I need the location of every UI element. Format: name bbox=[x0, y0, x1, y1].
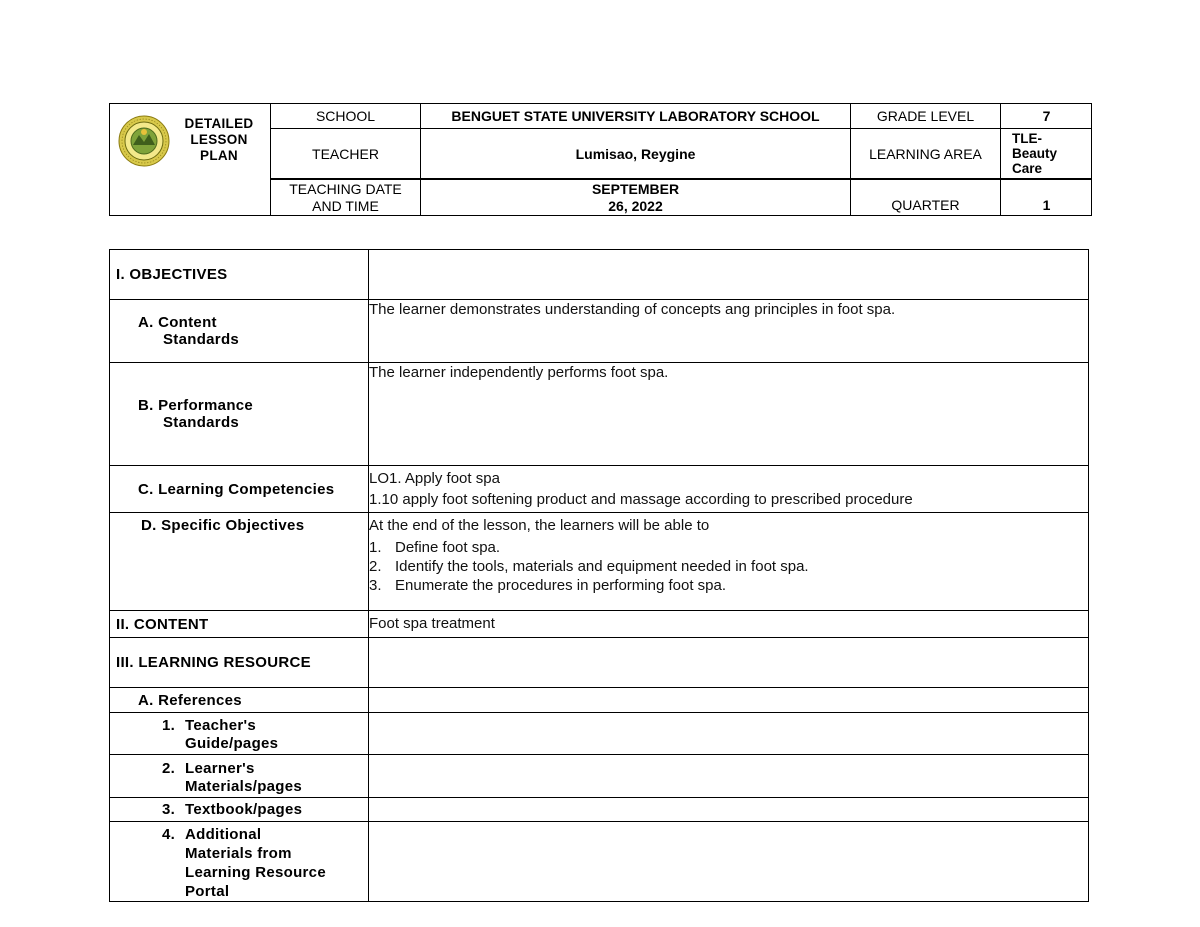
label-line: B. Performance bbox=[138, 397, 254, 414]
school-label: SCHOOL bbox=[315, 108, 376, 124]
reference-row bbox=[110, 755, 1089, 798]
teaching-date-value-line: 26, 2022 bbox=[608, 197, 663, 214]
list-item bbox=[369, 538, 1088, 557]
reference-number: 4. bbox=[162, 826, 176, 843]
references-label bbox=[110, 688, 369, 713]
reference-label bbox=[110, 755, 369, 798]
grade-level-label: GRADE LEVEL bbox=[876, 108, 975, 124]
title-line: PLAN bbox=[200, 148, 238, 163]
reference-number: 1. bbox=[162, 717, 176, 734]
competency-line: LO1. Apply foot spa bbox=[369, 470, 500, 487]
list-item bbox=[369, 576, 1088, 595]
learning-area-line: Beauty bbox=[1012, 146, 1058, 161]
competency-line: 1.10 apply foot softening product and massage according to prescribed procedure bbox=[369, 491, 913, 508]
objectives-label: I. OBJECTIVES bbox=[110, 250, 369, 300]
reference-row bbox=[110, 798, 1089, 822]
school-value: BENGUET STATE UNIVERSITY LABORATORY SCHOOL bbox=[451, 108, 820, 124]
quarter-value: 1 bbox=[1042, 197, 1051, 213]
learning-area-line: TLE- bbox=[1012, 131, 1042, 146]
teaching-date-label-line: AND TIME bbox=[312, 197, 379, 214]
header-block bbox=[109, 103, 1092, 216]
reference-number: 3. bbox=[162, 800, 176, 818]
label-line: Standards bbox=[163, 331, 240, 348]
content-label: II. CONTENT bbox=[110, 611, 369, 638]
specific-objectives-row bbox=[110, 513, 1089, 611]
reference-value bbox=[369, 713, 1089, 755]
list-item bbox=[369, 557, 1088, 576]
label-line: C. Learning Competencies bbox=[138, 480, 335, 498]
label-line: Teacher's bbox=[185, 717, 257, 734]
list-number: 1. bbox=[369, 539, 382, 556]
teaching-date-label bbox=[271, 180, 420, 215]
learning-resource-value bbox=[369, 638, 1089, 688]
performance-standards-row bbox=[110, 363, 1089, 466]
list-number: 2. bbox=[369, 558, 382, 575]
lesson-plan-table bbox=[109, 249, 1089, 902]
list-text: Enumerate the procedures in performing foot spa. bbox=[395, 577, 727, 594]
reference-value bbox=[369, 798, 1089, 822]
content-standards-row bbox=[110, 300, 1089, 363]
learning-area-line: Care bbox=[1012, 161, 1043, 176]
reference-label bbox=[110, 798, 369, 822]
reference-value bbox=[369, 755, 1089, 798]
label-line: D. Specific Objectives bbox=[141, 517, 305, 534]
content-standards-value: The learner demonstrates understanding of concepts ang principles in foot spa. bbox=[369, 300, 1089, 363]
title-line: DETAILED bbox=[184, 116, 254, 131]
label-line: Standards bbox=[163, 414, 240, 431]
performance-standards-label bbox=[110, 363, 369, 466]
reference-number: 2. bbox=[162, 760, 176, 777]
grade-level-value: 7 bbox=[1042, 108, 1051, 124]
school-seal-logo bbox=[118, 115, 170, 167]
learning-competencies-value bbox=[369, 466, 1089, 513]
quarter-label: QUARTER bbox=[891, 197, 960, 213]
teaching-date-label-line: TEACHING DATE bbox=[289, 180, 402, 197]
list-number: 3. bbox=[369, 577, 382, 594]
list-text: Identify the tools, materials and equipment needed in foot spa. bbox=[395, 558, 809, 575]
learning-area-value bbox=[1001, 129, 1092, 178]
specific-objectives-value bbox=[369, 513, 1089, 611]
teacher-label: TEACHER bbox=[312, 145, 379, 162]
reference-row bbox=[110, 713, 1089, 755]
learning-resource-row bbox=[110, 638, 1089, 688]
label-line: Textbook/pages bbox=[185, 800, 303, 818]
label-line: Learner's bbox=[185, 760, 255, 777]
references-value bbox=[369, 688, 1089, 713]
learning-area-label: LEARNING AREA bbox=[869, 145, 982, 162]
content-value: Foot spa treatment bbox=[369, 611, 1089, 638]
label-line: Materials from bbox=[185, 845, 292, 862]
performance-standards-value: The learner independently performs foot spa. bbox=[369, 363, 1089, 466]
title-line: LESSON bbox=[190, 132, 248, 147]
objectives-list bbox=[369, 538, 1088, 595]
reference-label bbox=[110, 713, 369, 755]
label-line: A. References bbox=[138, 691, 242, 709]
teaching-date-value bbox=[421, 180, 850, 215]
learning-competencies-label bbox=[110, 466, 369, 513]
label-line: Guide/pages bbox=[185, 735, 279, 752]
title-cell bbox=[110, 104, 271, 215]
label-line: Additional bbox=[185, 826, 262, 843]
content-standards-label bbox=[110, 300, 369, 363]
content-row bbox=[110, 611, 1089, 638]
label-line: Learning Resource bbox=[185, 864, 326, 881]
reference-label bbox=[110, 822, 369, 902]
label-line: A. Content bbox=[138, 314, 217, 331]
document-title bbox=[176, 116, 262, 164]
objectives-row bbox=[110, 250, 1089, 300]
reference-value bbox=[369, 822, 1089, 902]
learning-competencies-row bbox=[110, 466, 1089, 513]
specific-objectives-label bbox=[110, 513, 369, 611]
learning-resource-label: III. LEARNING RESOURCE bbox=[110, 638, 369, 688]
label-line: Materials/pages bbox=[185, 778, 303, 795]
label-line: Portal bbox=[185, 883, 230, 900]
reference-row bbox=[110, 822, 1089, 902]
teacher-value: Lumisao, Reygine bbox=[575, 145, 696, 162]
teaching-date-value-line: SEPTEMBER bbox=[591, 180, 680, 197]
references-row bbox=[110, 688, 1089, 713]
objectives-value bbox=[369, 250, 1089, 300]
list-text: Define foot spa. bbox=[395, 539, 501, 556]
objectives-intro: At the end of the lesson, the learners will be able to bbox=[369, 517, 710, 534]
